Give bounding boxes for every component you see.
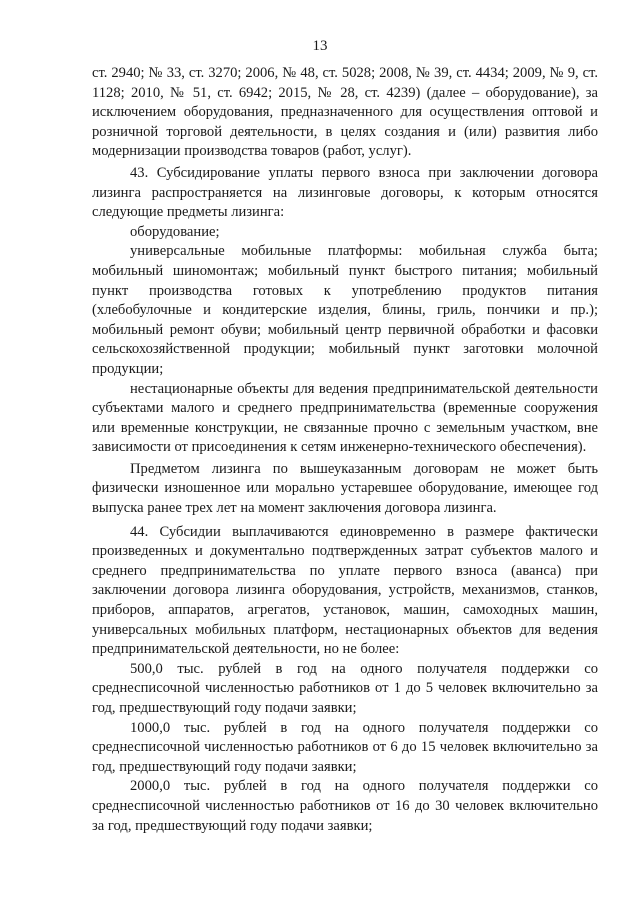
list-item-nonstationary-objects: нестационарные объекты для ведения предпринимательской деятельности субъектами малого и среднего предпринимательства (временные сооружения или временные конструкции, не связанные прочно с земельным участком, вне зависимости от присоединения к сетям инженерно-технического обеспечения). [92, 380, 598, 456]
limit-item-1000: 1000,0 тыс. рублей в год на одного получателя поддержки со среднесписочной численностью работников от 6 до 15 человек включительно за год, предшествующий году подачи заявки; [92, 719, 598, 775]
list-item-mobile-platforms: универсальные мобильные платформы: мобильная служба быта; мобильный шиномонтаж; мобильный пункт быстрого питания; мобильный пункт производства готовых к употреблению продуктов питания (хлебобулочные и кондитерские изделия, блины, гриль, пончики и пр.); мобильный ремонт обуви; мобильный центр первичной обработки и фасовки сельскохозяйственной продукции; мобильный пункт заготовки молочной продукции; [92, 243, 598, 377]
paragraph-44: 44. Субсидии выплачиваются единовременно в размере фактически произведенных и документально подтвержденных затрат субъектов малого и среднего предпринимательства по уплате первого взноса (аванса) при заключении договора лизинга оборудования, устройств, механизмов, станков, приборов, аппаратов, агрегатов, установок, машин, самоходных машин, универсальных мобильных платформ, нестационарных объектов для ведения предпринимательской деятельности, но не более: [92, 523, 598, 658]
list-item-equipment: оборудование; [130, 223, 220, 240]
limit-item-500: 500,0 тыс. рублей в год на одного получателя поддержки со среднесписочной численностью работников от 1 до 5 человек включительно за год, предшествующий году подачи заявки; [92, 660, 598, 716]
page-number: 13 [312, 38, 328, 54]
paragraph-continuation: ст. 2940; № 33, ст. 3270; 2006, № 48, ст. 5028; 2008, № 39, ст. 4434; 2009, № 9, ст. 1128; 2010, № 51, ст. 6942; 2015, № 28, ст. 4239) (далее – оборудование), за исключением оборудования, предназначенного для осуществления оптовой и розничной торговой деятельности, в целях создания и (или) развития либо модернизации производства товаров (работ, услуг). [92, 65, 598, 160]
paragraph-leasing-restriction: Предметом лизинга по вышеуказанным договорам не может быть физически изношенное или морально устаревшее оборудование, имеющее год выпуска ранее трех лет на момент заключения договора лизинга. [92, 460, 598, 517]
paragraph-43: 43. Субсидирование уплаты первого взноса при заключении договора лизинга распространяется на лизинговые договоры, к которым относятся следующие предметы лизинга: [92, 164, 598, 221]
document-body [92, 64, 598, 836]
limit-item-2000: 2000,0 тыс. рублей в год на одного получателя поддержки со среднесписочной численностью работников от 16 до 30 человек включительно за год, предшествующий году подачи заявки; [92, 778, 598, 834]
